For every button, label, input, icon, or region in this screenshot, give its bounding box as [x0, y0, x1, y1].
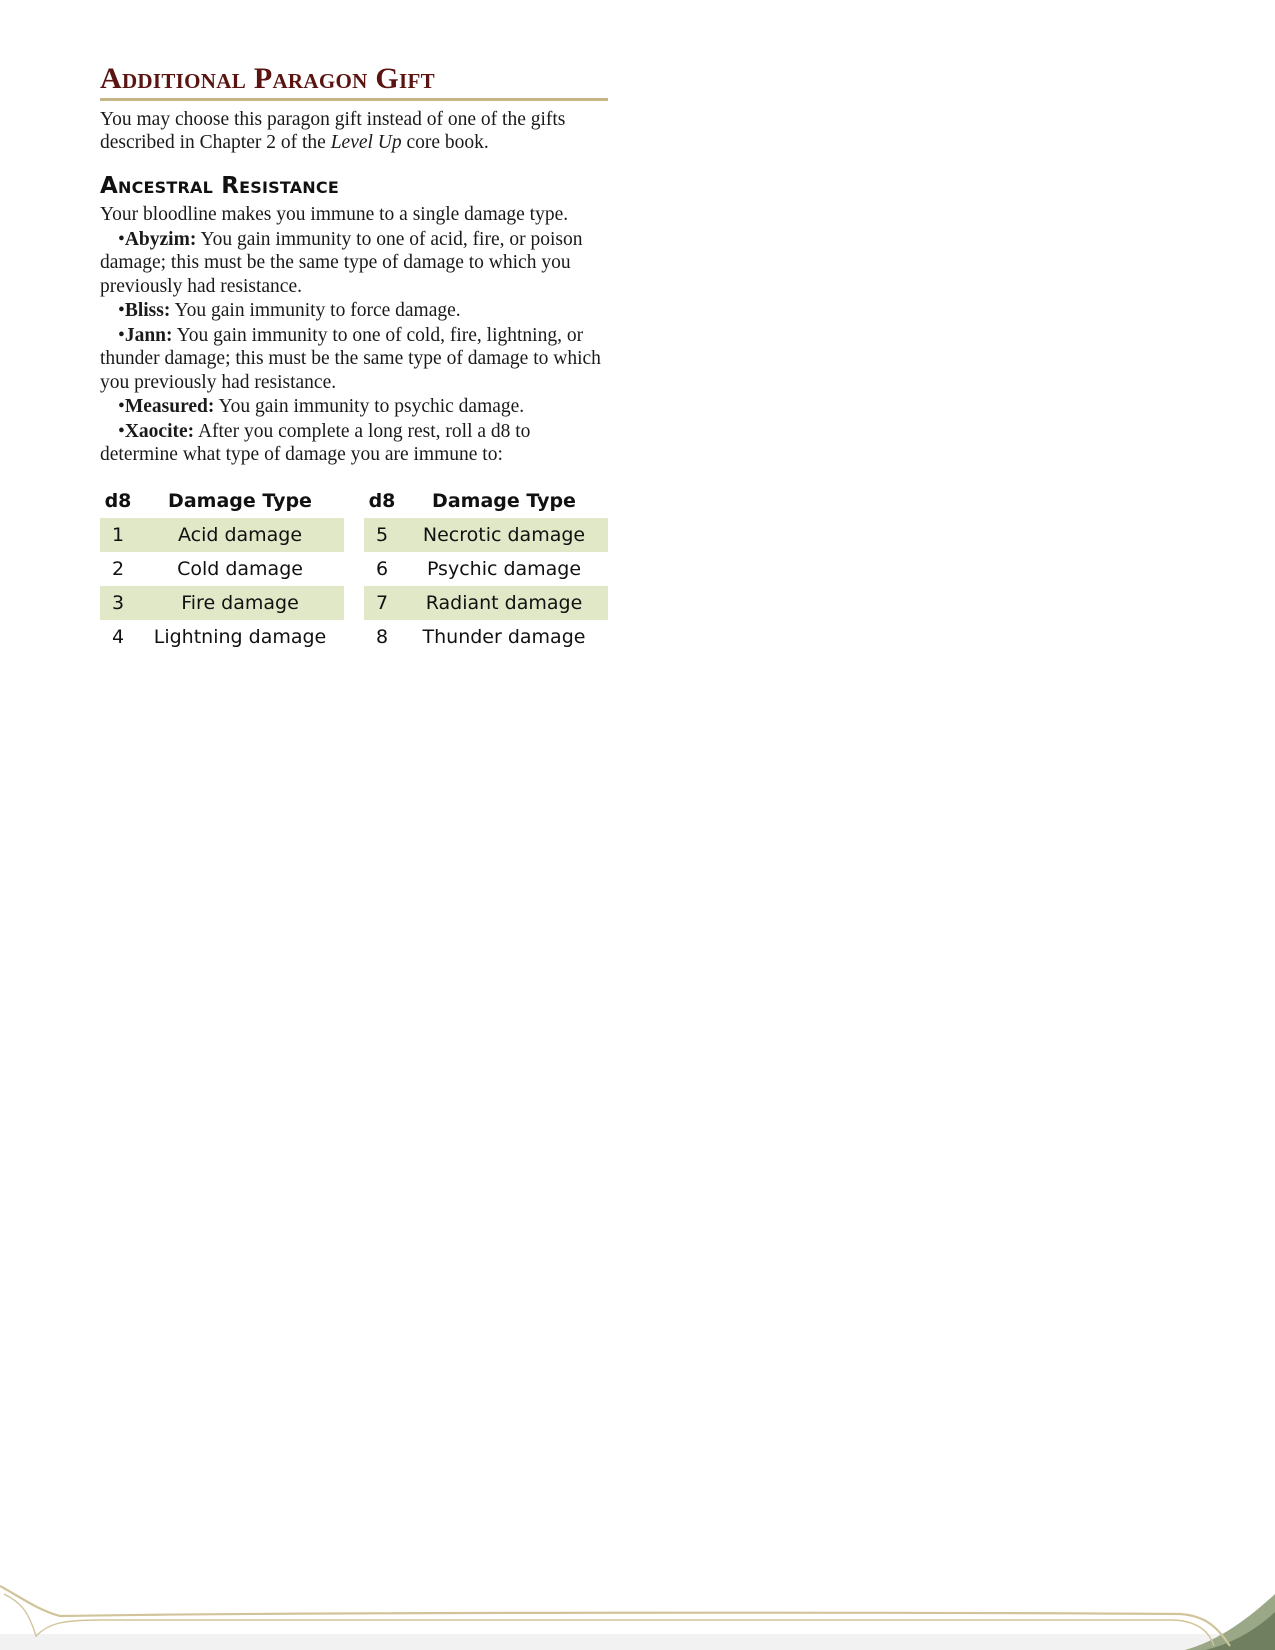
damage-type-cell: Fire damage [136, 586, 344, 620]
bullet-text: You gain immunity to psychic damage. [214, 396, 525, 417]
roll-cell: 2 [111, 557, 125, 580]
damage-type-cell: Psychic damage [426, 557, 582, 580]
header-damage-type: Damage Type [168, 489, 312, 512]
damage-table-right [364, 484, 608, 654]
bullet-jann: •Jann: You gain immunity to one of cold, fire, lightning, or thunder damage; this must be the same type of damage to which you previously had resistance. [100, 324, 601, 393]
bullet-label: Xaocite: [124, 420, 195, 442]
intro-text-before: You may choose this paragon gift instead of one of the gifts described in Chapter 2 of the [100, 109, 566, 153]
damage-type-cell: Cold damage [177, 557, 303, 580]
roll-cell: 8 [375, 625, 389, 648]
bullet-label: Bliss: [124, 300, 171, 321]
bullet-label: Measured: [124, 396, 215, 417]
roll-cell: 4 [111, 625, 125, 648]
table-row [364, 552, 608, 586]
damage-type-cell: Radiant damage [400, 586, 608, 620]
roll-cell: 5 [364, 518, 400, 552]
intro-paragraph [100, 108, 608, 154]
damage-type-tables [100, 484, 608, 654]
damage-table-left [100, 484, 344, 654]
damage-type-cell: Acid damage [136, 518, 344, 552]
header-die: d8 [368, 489, 396, 512]
bullet-label: Abyzim: [124, 228, 197, 250]
header-damage-type: Damage Type [432, 489, 576, 512]
intro-text-after: core book. [401, 132, 489, 153]
page-footer-ornament [0, 1550, 1275, 1650]
table-row [100, 552, 344, 586]
damage-type-cell: Necrotic damage [400, 518, 608, 552]
table-row [364, 586, 608, 620]
table-row [364, 620, 608, 654]
table-header-row [364, 484, 608, 518]
bullet-text: You gain immunity to force damage. [170, 300, 461, 321]
section-title: Additional Paragon Gift [100, 62, 608, 101]
damage-type-cell: Lightning damage [153, 625, 327, 648]
bullet-xaocite: •Xaocite: After you complete a long rest, roll a d8 to determine what type of damage you are immune to: [100, 420, 531, 465]
table-row [100, 620, 344, 654]
bullet-text: You gain immunity to one of cold, fire, lightning, or thunder damage; this must be the same type of damage to which you previously had resistance. [100, 324, 601, 393]
table-row [100, 518, 344, 552]
gift-title: Ancestral Resistance [100, 173, 339, 199]
intro-book-title: Level Up [330, 132, 402, 153]
table-row [100, 586, 344, 620]
header-die: d8 [104, 489, 132, 512]
roll-cell: 1 [100, 518, 136, 552]
footer-shade-band [0, 1634, 1275, 1650]
gift-description: Your bloodline makes you immune to a single damage type. [100, 204, 569, 225]
roll-cell: 6 [375, 557, 389, 580]
bullet-label: Jann: [124, 324, 173, 346]
bullet-text: After you complete a long rest, roll a d8 to determine what type of damage you are immune to: [100, 420, 531, 465]
roll-cell: 3 [100, 586, 136, 620]
bullet-text: You gain immunity to one of acid, fire, or poison damage; this must be the same type of damage to which you previously had resistance. [100, 228, 583, 297]
bullet-measured: •Measured: You gain immunity to psychic damage. [118, 396, 525, 417]
bullet-abyzim: •Abyzim: You gain immunity to one of acid, fire, or poison damage; this must be the same type of damage to which you previously had resistance. [100, 228, 583, 297]
table-header-row [100, 484, 344, 518]
content-column [100, 62, 608, 654]
bullet-bliss: •Bliss: You gain immunity to force damage. [118, 300, 461, 321]
damage-type-cell: Thunder damage [422, 625, 586, 648]
roll-cell: 7 [364, 586, 400, 620]
table-row [364, 518, 608, 552]
